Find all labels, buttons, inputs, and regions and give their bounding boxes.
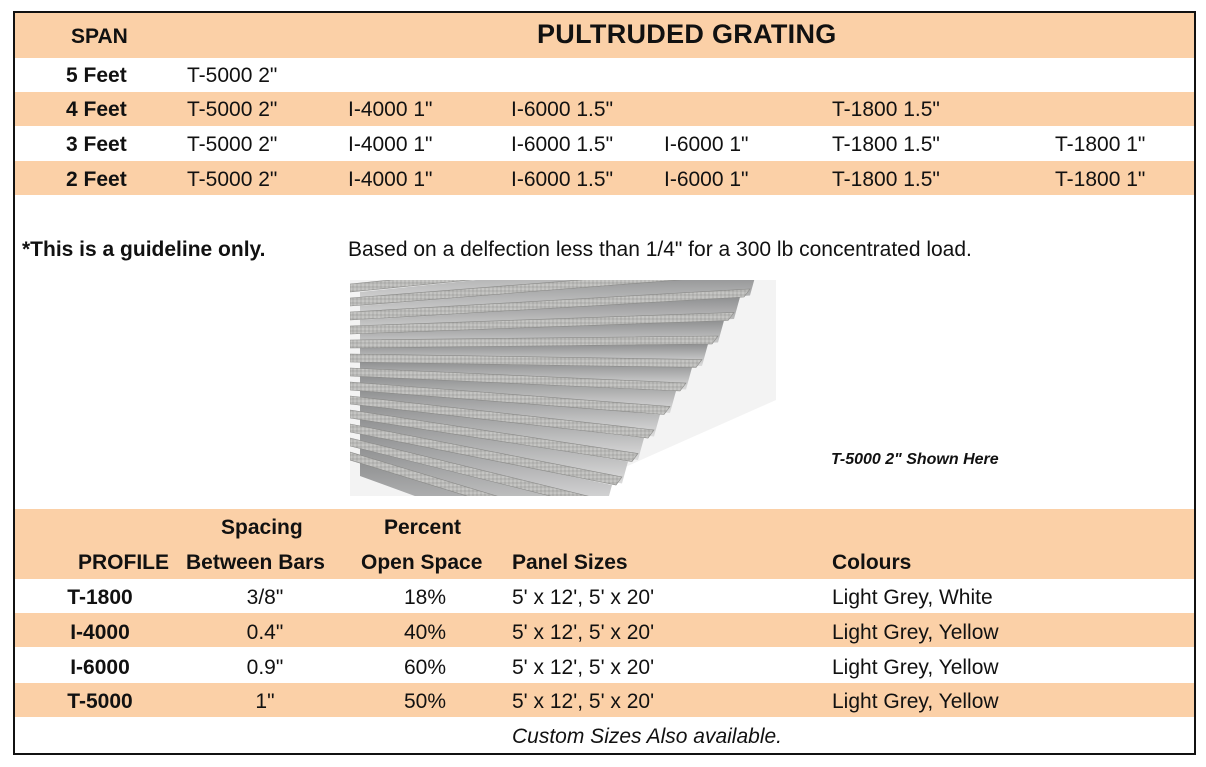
profile-header: PROFILE (78, 551, 170, 574)
colours-value: Light Grey, Yellow (832, 690, 999, 713)
span-cell: I-4000 1" (348, 98, 433, 121)
span-cell: T-5000 2" (187, 133, 278, 156)
image-caption: T-5000 2" Shown Here (831, 451, 999, 468)
span-cell: I-6000 1" (664, 168, 749, 191)
colours-value: Light Grey, Yellow (832, 656, 999, 679)
deflection-note: Based on a delfection less than 1/4" for a 300 lb concentrated load. (348, 238, 972, 261)
span-header: SPAN (71, 25, 128, 48)
span-cell: T-5000 2" (187, 64, 278, 87)
panel-sizes-value: 5' x 12', 5' x 20' (512, 690, 655, 713)
span-cell: I-4000 1" (348, 133, 433, 156)
profile-name: I-6000 (70, 656, 130, 679)
panel-sizes-header: Panel Sizes (512, 551, 628, 574)
custom-sizes-note: Custom Sizes Also available. (512, 725, 783, 748)
spacing-value: 3/8" (246, 586, 284, 609)
span-cell: I-6000 1.5" (511, 168, 614, 191)
colours-header: Colours (832, 551, 912, 574)
colours-value: Light Grey, Yellow (832, 621, 999, 644)
span-cell: I-6000 1.5" (511, 98, 614, 121)
profile-name: I-4000 (70, 621, 130, 644)
grating-photo (350, 280, 776, 496)
span-cell: I-4000 1" (348, 168, 433, 191)
span-label: 5 Feet (66, 64, 127, 87)
span-cell: T-1800 1.5" (832, 98, 940, 121)
spacing-value: 0.4" (246, 621, 284, 644)
span-cell: T-1800 1.5" (832, 133, 940, 156)
span-cell: T-5000 2" (187, 98, 278, 121)
panel-sizes-value: 5' x 12', 5' x 20' (512, 621, 655, 644)
span-label: 2 Feet (66, 168, 127, 191)
percent-header-1: Percent (384, 516, 462, 539)
span-cell: T-1800 1" (1055, 168, 1146, 191)
document-frame (13, 11, 1196, 755)
span-cell: T-1800 1.5" (832, 168, 940, 191)
open-space-value: 50% (403, 690, 447, 713)
span-cell: T-5000 2" (187, 168, 278, 191)
span-cell: I-6000 1" (664, 133, 749, 156)
spacing-value: 1" (255, 690, 275, 713)
spacing-value: 0.9" (246, 656, 284, 679)
profile-name: T-1800 (67, 586, 133, 609)
open-space-value: 40% (403, 621, 447, 644)
span-cell: I-6000 1.5" (511, 133, 614, 156)
span-label: 3 Feet (66, 133, 127, 156)
page-title: PULTRUDED GRATING (537, 19, 837, 49)
panel-sizes-value: 5' x 12', 5' x 20' (512, 586, 655, 609)
open-space-value: 60% (403, 656, 447, 679)
open-space-value: 18% (403, 586, 447, 609)
panel-sizes-value: 5' x 12', 5' x 20' (512, 656, 655, 679)
profile-name: T-5000 (67, 690, 133, 713)
colours-value: Light Grey, White (832, 586, 993, 609)
percent-header-2: Open Space (361, 551, 483, 574)
span-cell: T-1800 1" (1055, 133, 1146, 156)
spacing-header-1: Spacing (221, 516, 303, 539)
guideline-note: *This is a guideline only. (22, 238, 266, 261)
spacing-header-2: Between Bars (186, 551, 325, 574)
span-label: 4 Feet (66, 98, 127, 121)
